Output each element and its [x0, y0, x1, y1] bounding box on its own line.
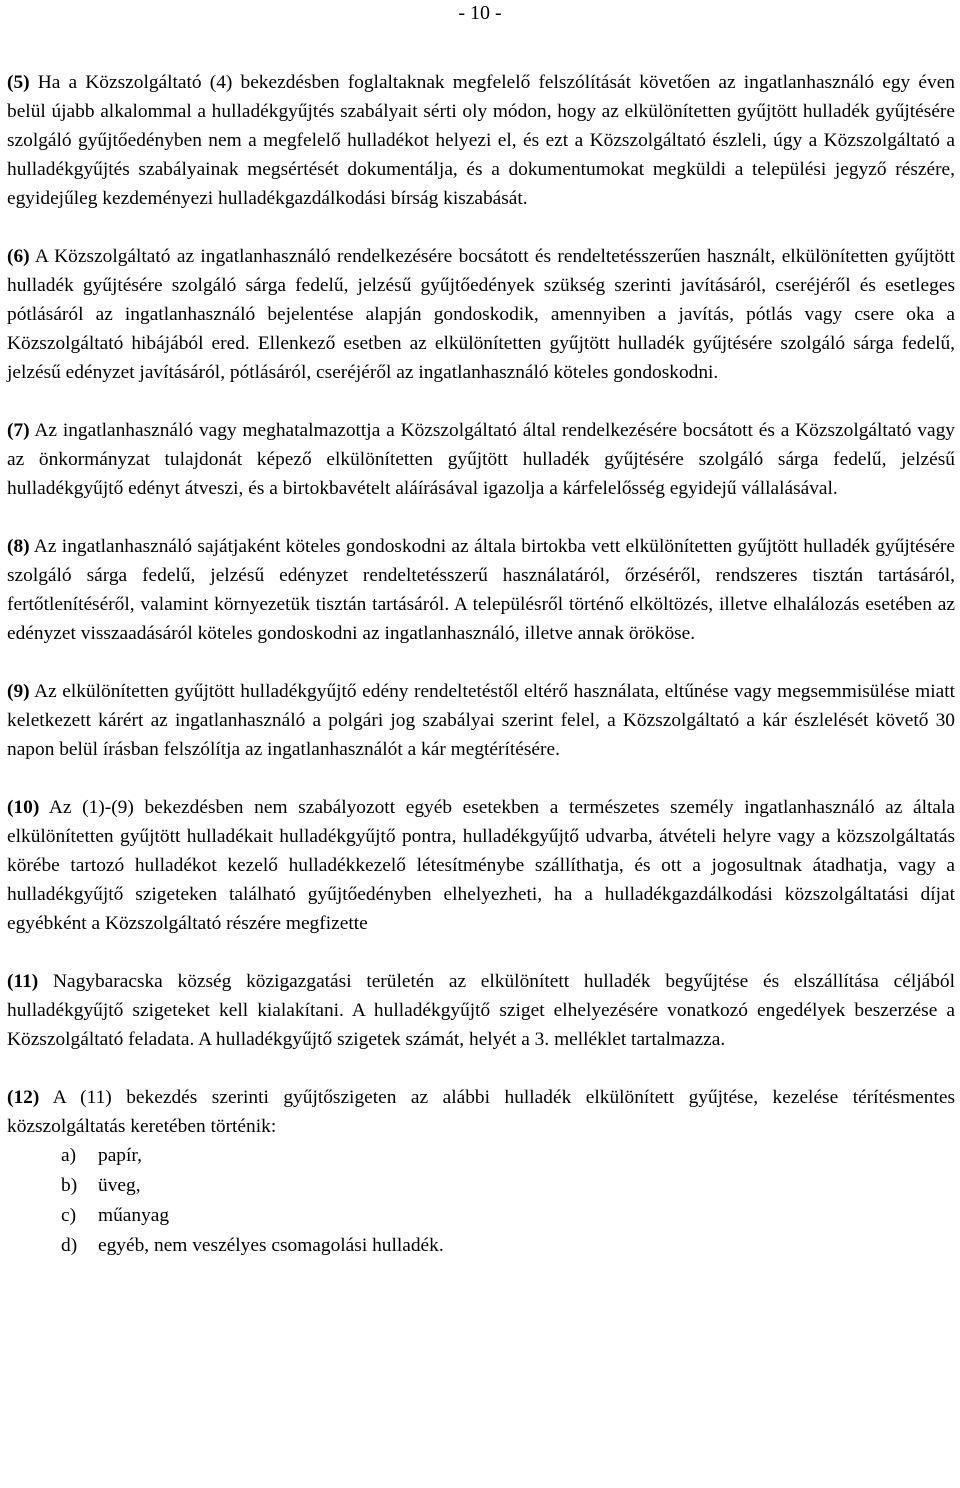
- list-item: [7, 1141, 955, 1171]
- list-item: [7, 1201, 955, 1231]
- list-marker: d): [61, 1235, 78, 1256]
- list-item: [7, 1231, 955, 1261]
- paragraph-8: [7, 532, 955, 648]
- paragraph-text: Nagybaracska község közigazgatási területén az elkülönített hulladék begyűjtése és elszállítása céljából hulladékgyűjtő szigeteket kell kialakítani. A hulladékgyűjtő sziget elhelyezésére vonatkozó engedélyek beszerzése a Közszolgáltató feladata. A hulladékgyűjtő szigetek számát, helyét a 3. melléklet tartalmazza.: [7, 971, 955, 1050]
- list-item: [7, 1171, 955, 1201]
- paragraph-number: (10): [7, 797, 40, 818]
- paragraph-number: (5): [7, 72, 30, 93]
- paragraph-number: (8): [7, 536, 30, 557]
- paragraph-text: Az ingatlanhasználó vagy meghatalmazottja a Közszolgáltató által rendelkezésére bocsátott és a Közszolgáltató vagy az önkormányzat tulajdonát képező elkülönítetten gyűjtött hulladék gyűjtésére szolgáló sárga fedelű, jelzésű hulladékgyűjtő edényt átveszi, és a birtokbavételt aláírásával igazolja a kárfelelősség egyidejű vállalásával.: [7, 420, 955, 499]
- paragraph-5: [7, 68, 955, 213]
- paragraph-number: (9): [7, 681, 30, 702]
- paragraph-10: [7, 793, 955, 938]
- list-item-text: üveg,: [98, 1175, 141, 1196]
- paragraph-number: (6): [7, 246, 30, 267]
- paragraph-number: (11): [7, 971, 39, 992]
- paragraph-text: Ha a Közszolgáltató (4) bekezdésben foglaltaknak megfelelő felszólítását követően az ingatlanhasználó egy éven belül újabb alkalommal a hulladékgyűjtés szabályait sérti oly módon, hogy az elkülönítetten gyűjtött hulladék gyűjtésére szolgáló gyűjtőedényben nem a megfelelő hulladékot helyezi el, és ezt a Közszolgáltató észleli, úgy a Közszolgáltató a hulladékgyűjtés szabályainak megsértését dokumentálja, és a dokumentumokat megküldi a települési jegyző részére, egyidejűleg kezdeményezi hulladékgazdálkodási bírság kiszabását.: [7, 72, 955, 209]
- document-body: [7, 68, 955, 1261]
- waste-type-list: [7, 1141, 955, 1261]
- paragraph-11: [7, 967, 955, 1054]
- paragraph-number: (7): [7, 420, 30, 441]
- list-item-text: műanyag: [98, 1205, 170, 1226]
- paragraph-text: A (11) bekezdés szerinti gyűjtőszigeten az alábbi hulladék elkülönített gyűjtése, kezelése térítésmentes közszolgáltatás keretében történik:: [7, 1087, 955, 1137]
- page-number: - 10 -: [458, 2, 502, 24]
- list-marker: b): [61, 1175, 78, 1196]
- list-marker: c): [61, 1205, 77, 1226]
- paragraph-text: Az ingatlanhasználó sajátjaként köteles gondoskodni az általa birtokba vett elkülönítetten gyűjtött hulladék gyűjtésére szolgáló sárga fedelű, jelzésű edényzet rendeltetésszerű használatáról, őrzéséről, rendszeres tisztán tartásáról, fertőtlenítéséről, valamint környezetük tisztán tartásáról. A településről történő elköltözés, illetve elhalálozás esetében az edényzet visszaadásáról köteles gondoskodni az ingatlanhasználó, illetve annak örököse.: [7, 536, 955, 644]
- paragraph-number: (12): [7, 1087, 40, 1108]
- list-marker: a): [61, 1145, 77, 1166]
- paragraph-6: [7, 242, 955, 387]
- paragraph-text: Az elkülönítetten gyűjtött hulladékgyűjtő edény rendeltetéstől eltérő használata, eltűnése vagy megsemmisülése miatt keletkezett kárért az ingatlanhasználó a polgári jog szabályai szerint felel, a Közszolgáltató a kár észlelését követő 30 napon belül írásban felszólítja az ingatlanhasználót a kár megtérítésére.: [7, 681, 955, 760]
- paragraph-text: Az (1)-(9) bekezdésben nem szabályozott egyéb esetekben a természetes személy ingatlanhasználó az általa elkülönítetten gyűjtött hulladékait hulladékgyűjtő pontra, hulladékgyűjtő udvarba, átvételi helyre vagy a közszolgáltatás körébe tartozó hulladékot kezelő hulladékkezelő létesítménybe szállíthatja, és ott a jogosultnak átadhatja, vagy a hulladékgyűjtő szigeteken található gyűjtőedényben elhelyezheti, ha a hulladékgazdálkodási közszolgáltatási díjat egyébként a Közszolgáltató részére megfizette: [7, 797, 955, 934]
- list-item-text: papír,: [98, 1145, 142, 1166]
- paragraph-12: [7, 1083, 955, 1141]
- paragraph-7: [7, 416, 955, 503]
- list-item-text: egyéb, nem veszélyes csomagolási hulladék.: [98, 1235, 444, 1256]
- paragraph-9: [7, 677, 955, 764]
- paragraph-text: A Közszolgáltató az ingatlanhasználó rendelkezésére bocsátott és rendeltetésszerűen használt, elkülönítetten gyűjtött hulladék gyűjtésére szolgáló sárga fedelű, jelzésű gyűjtőedények szükség szerinti javításáról, cseréjéről és esetleges pótlásáról az ingatlanhasználó bejelentése alapján gondoskodik, amennyiben a javítás, pótlás vagy csere oka a Közszolgáltató hibájából ered. Ellenkező esetben az elkülönítetten gyűjtött hulladék gyűjtésére szolgáló sárga fedelű, jelzésű edényzet javításáról, pótlásáról, cseréjéről az ingatlanhasználó köteles gondoskodni.: [7, 246, 955, 383]
